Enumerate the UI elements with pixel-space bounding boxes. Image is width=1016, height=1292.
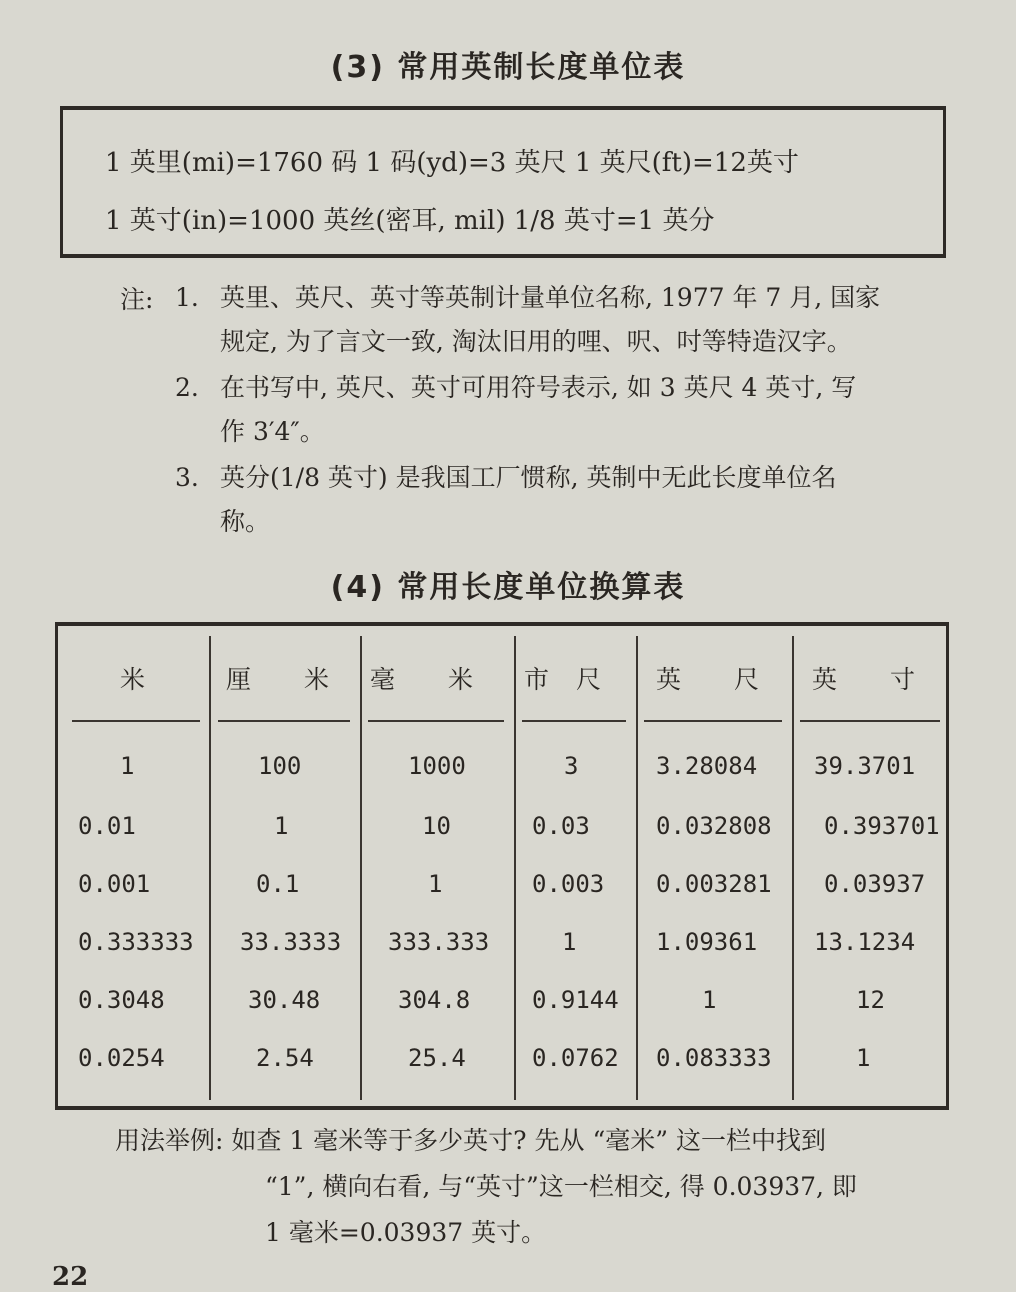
page-number: 22 — [52, 1262, 89, 1292]
column-divider — [792, 636, 794, 1100]
table-cell: 0.1 — [256, 870, 300, 898]
table-cell: 0.003281 — [656, 870, 772, 898]
table-cell: 1.09361 — [656, 928, 758, 956]
table-cell: 100 — [258, 752, 302, 780]
note-number: 1. — [175, 283, 199, 312]
table-cell: 0.333333 — [78, 928, 194, 956]
table-cell: 0.03937 — [824, 870, 926, 898]
table-cell: 0.3048 — [78, 986, 165, 1014]
note-text-line: 作 3′4″。 — [220, 417, 325, 446]
note-text-line: 称。 — [220, 507, 271, 536]
note-text-line: 英分(1/8 英寸) 是我国工厂惯称, 英制中无此长度单位名 — [220, 463, 837, 492]
column-divider — [360, 636, 362, 1100]
table-cell: 3.28084 — [656, 752, 758, 780]
usage-line: “1”, 横向右看, 与“英寸”这一栏相交, 得 0.03937, 即 — [265, 1172, 857, 1201]
table-cell: 10 — [422, 812, 451, 840]
header-inch: 英 寸 — [812, 665, 917, 694]
header-millimeter: 毫 米 — [370, 665, 475, 694]
table-cell: 13.1234 — [814, 928, 916, 956]
table-cell: 0.032808 — [656, 812, 772, 840]
table-cell: 1 — [856, 1044, 871, 1072]
table-cell: 0.03 — [532, 812, 590, 840]
table-cell: 2.54 — [256, 1044, 314, 1072]
table-cell: 25.4 — [408, 1044, 466, 1072]
table-cell: 1 — [274, 812, 289, 840]
table-cell: 1 — [428, 870, 443, 898]
header-underline — [800, 720, 940, 722]
table-cell: 1000 — [408, 752, 466, 780]
note-text-line: 在书写中, 英尺、英寸可用符号表示, 如 3 英尺 4 英寸, 写 — [220, 373, 857, 402]
table-cell: 3 — [564, 752, 579, 780]
header-meter: 米 — [120, 665, 147, 694]
table-cell: 0.01 — [78, 812, 136, 840]
usage-line: 1 毫米=0.03937 英寸。 — [265, 1218, 547, 1247]
note-number: 2. — [175, 373, 199, 402]
table-cell: 12 — [856, 986, 885, 1014]
conversion-table — [55, 622, 949, 1110]
table-cell: 333.333 — [388, 928, 490, 956]
table-cell: 0.0762 — [532, 1044, 619, 1072]
imperial-units-line-2: 1 英寸(in)=1000 英丝(密耳, mil) 1/8 英寸=1 英分 — [105, 206, 715, 236]
note-text-line: 规定, 为了言文一致, 淘汰旧用的哩、呎、吋等特造汉字。 — [220, 327, 852, 356]
table-cell: 1 — [120, 752, 135, 780]
imperial-units-line-1: 1 英里(mi)=1760 码 1 码(yd)=3 英尺 1 英尺(ft)=12英寸 — [105, 148, 799, 178]
table-cell: 30.48 — [248, 986, 321, 1014]
table-cell: 0.9144 — [532, 986, 619, 1014]
header-underline — [644, 720, 782, 722]
header-underline — [218, 720, 350, 722]
usage-line: 用法举例: 如查 1 毫米等于多少英寸? 先从 “毫米” 这一栏中找到 — [115, 1126, 826, 1155]
table-cell: 0.0254 — [78, 1044, 165, 1072]
header-shichi: 市 尺 — [524, 665, 603, 694]
header-underline — [522, 720, 626, 722]
table-cell: 33.3333 — [240, 928, 342, 956]
note-number: 3. — [175, 463, 199, 492]
table-cell: 0.001 — [78, 870, 151, 898]
table-cell: 1 — [562, 928, 577, 956]
table-cell: 0.393701 — [824, 812, 940, 840]
table-cell: 39.3701 — [814, 752, 916, 780]
header-underline — [72, 720, 200, 722]
note-text-line: 英里、英尺、英寸等英制计量单位名称, 1977 年 7 月, 国家 — [220, 283, 881, 312]
table-cell: 0.083333 — [656, 1044, 772, 1072]
column-divider — [636, 636, 638, 1100]
header-foot: 英 尺 — [656, 665, 761, 694]
table-cell: 0.003 — [532, 870, 605, 898]
column-divider — [209, 636, 211, 1100]
column-divider — [514, 636, 516, 1100]
table-cell: 304.8 — [398, 986, 471, 1014]
section3-title: (3) 常用英制长度单位表 — [330, 50, 686, 85]
header-underline — [368, 720, 504, 722]
header-centimeter: 厘 米 — [226, 665, 331, 694]
notes-label: 注: — [120, 285, 154, 314]
table-cell: 1 — [702, 986, 717, 1014]
section4-title: (4) 常用长度单位换算表 — [330, 570, 686, 605]
imperial-units-box — [60, 106, 946, 258]
